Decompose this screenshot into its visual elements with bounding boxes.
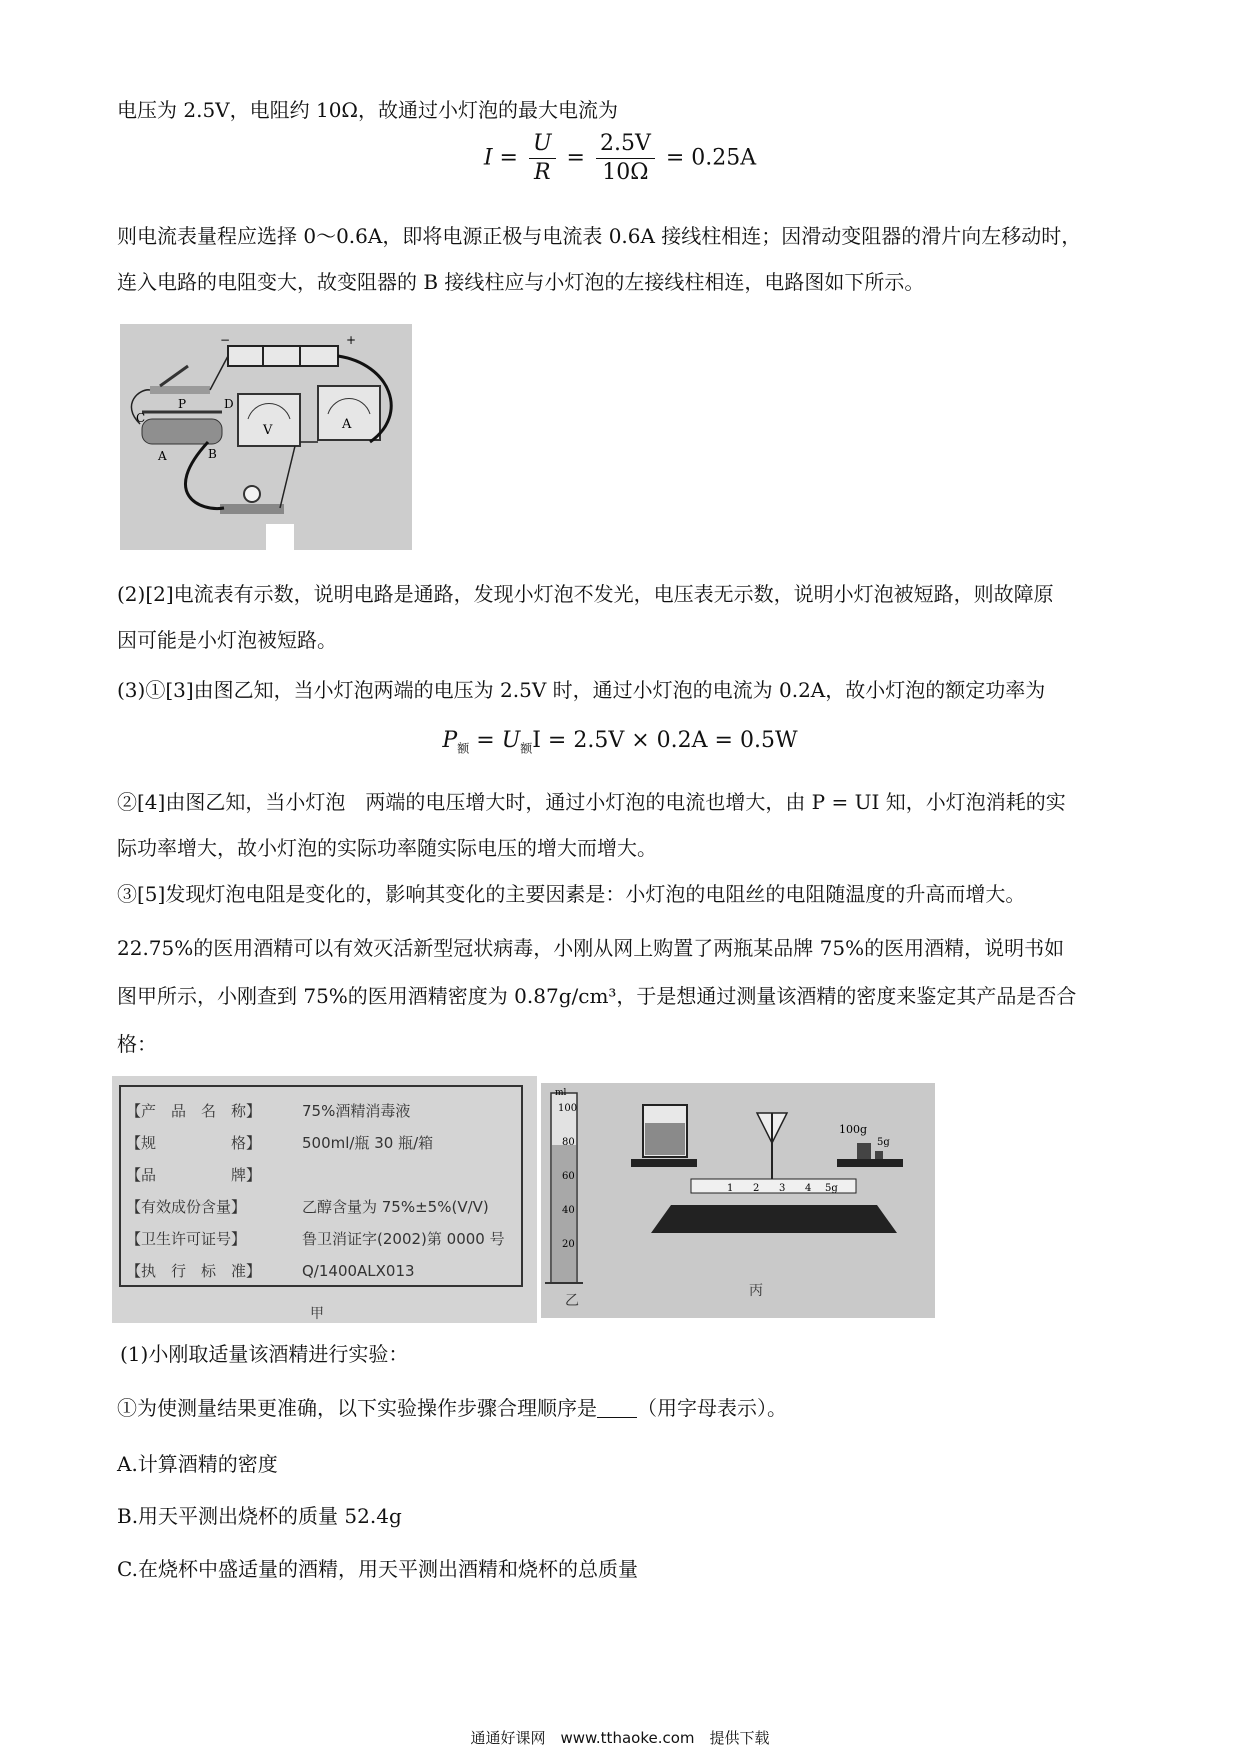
label-p: P xyxy=(178,397,187,411)
scale-mark: 1 xyxy=(727,1183,734,1194)
fraction xyxy=(529,130,556,187)
cylinder-tick: 40 xyxy=(562,1205,575,1216)
row-key: 【卫生许可证号】 xyxy=(126,1230,247,1248)
label-c: C xyxy=(136,411,146,425)
weight-label: 5g xyxy=(877,1137,890,1148)
label-ammeter: A xyxy=(342,417,352,432)
row-value: Q/1400ALX013 xyxy=(302,1262,415,1280)
row-key: 【品 牌】 xyxy=(126,1166,262,1184)
formula-var: U xyxy=(501,728,521,753)
label-d: D xyxy=(224,397,234,411)
text-line: 际功率增大，故小灯泡的实际功率随实际电压的增大而增大。 xyxy=(117,836,657,860)
text-line: 连入电路的电阻变大，故变阻器的 B 接线柱应与小灯泡的左接线柱相连，电路图如下所示。 xyxy=(117,270,925,294)
row-value: 鲁卫消证字(2002)第 0000 号 xyxy=(302,1230,505,1248)
row-value: 500ml/瓶 30 瓶/箱 xyxy=(302,1134,434,1152)
scale-mark: 4 xyxy=(805,1183,812,1194)
label-voltmeter: V xyxy=(263,423,273,438)
text-line: 22.75%的医用酒精可以有效灭活新型冠状病毒，小刚从网上购置了两瓶某品牌 75%的医用酒精，说明书如 xyxy=(117,936,1065,960)
text-line: (3)①[3]由图乙知，当小灯泡两端的电压为 2.5V 时，通过小灯泡的电流为 0.2A，故小灯泡的额定功率为 xyxy=(117,678,1046,702)
fraction xyxy=(596,130,655,187)
option-c: C.在烧杯中盛适量的酒精，用天平测出酒精和烧杯的总质量 xyxy=(117,1557,638,1581)
text-line: 电压为 2.5V，电阻约 10Ω，故通过小灯泡的最大电流为 xyxy=(117,98,618,122)
caption-yi: 乙 xyxy=(565,1293,579,1309)
label-minus: − xyxy=(220,333,231,347)
denominator: R xyxy=(533,160,551,185)
text-line: (2)[2]电流表有示数，说明电路是通路，发现小灯泡不发光，电压表无示数，说明小灯泡被短路，则故障原 xyxy=(117,582,1054,606)
formula-power: $P_额 = U_额I = 2.5V \times 0.2A = 0.5W$ xyxy=(442,728,798,756)
text-line: 格： xyxy=(117,1032,157,1056)
answer-blank[interactable] xyxy=(597,1397,637,1418)
formula-var: P xyxy=(442,728,458,753)
circuit-figure xyxy=(120,324,412,550)
text-line: ②[4]由图乙知，当小灯泡 两端的电压增大时，通过小灯泡的电流也增大，由 P = UI 知，小灯泡消耗的实 xyxy=(117,790,1066,814)
cylinder-unit: ml xyxy=(555,1088,567,1098)
row-key: 【执 行 标 准】 xyxy=(126,1262,262,1280)
row-key: 【有效成份含量】 xyxy=(126,1198,247,1216)
apparatus-diagram xyxy=(541,1083,935,1318)
caption-bing: 丙 xyxy=(749,1283,763,1299)
label-b: B xyxy=(208,447,217,461)
text-line: (1)小刚取适量该酒精进行实验： xyxy=(120,1342,409,1366)
row-key: 【规 格】 xyxy=(126,1134,262,1152)
circuit-diagram xyxy=(120,324,412,550)
row-value: 乙醇含量为 75%±5%(V/V) xyxy=(302,1198,489,1216)
cylinder-tick: 100 xyxy=(558,1103,578,1114)
option-a: A.计算酒精的密度 xyxy=(117,1452,278,1476)
label-a: A xyxy=(158,449,167,463)
caption-jia: 甲 xyxy=(310,1306,324,1322)
row-key: 【产 品 名 称】 xyxy=(126,1102,262,1120)
text-line: 图甲所示，小刚查到 75%的医用酒精密度为 0.87g/cm³，于是想通过测量该酒精的密度来鉴定其产品是否合 xyxy=(117,984,1077,1008)
text-line: ③[5]发现灯泡电阻是变化的，影响其变化的主要因素是：小灯泡的电阻丝的电阻随温度的升高而增大。 xyxy=(117,882,1026,906)
formula-rest: I = 2.5V × 0.2A = 0.5W xyxy=(532,728,798,753)
label-plus: + xyxy=(346,333,357,347)
cylinder-tick: 80 xyxy=(562,1137,575,1148)
text-line-with-blank xyxy=(117,1394,787,1422)
scale-mark: 3 xyxy=(779,1183,786,1194)
apparatus-figure xyxy=(541,1083,935,1318)
text-line: 因可能是小灯泡被短路。 xyxy=(117,628,337,652)
step-prefix: ①为使测量结果更准确，以下实验操作步骤合理顺序是 xyxy=(117,1396,597,1420)
option-b: B.用天平测出烧杯的质量 52.4g xyxy=(117,1504,402,1528)
scale-mark: 2 xyxy=(753,1183,760,1194)
formula-result: = 0.25A xyxy=(665,145,757,171)
formula-eq: = xyxy=(566,145,585,171)
row-value: 75%酒精消毒液 xyxy=(302,1102,411,1120)
cylinder-tick: 60 xyxy=(562,1171,575,1182)
page-footer: 通通好课网 www.tthaoke.com 提供下载 xyxy=(470,1729,770,1747)
cylinder-tick: 20 xyxy=(562,1239,575,1250)
label-figure xyxy=(112,1076,537,1323)
formula-current xyxy=(0,130,1240,187)
text-line: 则电流表量程应选择 0～0.6A，即将电源正极与电流表 0.6A 接线柱相连；因滑动变阻器的滑片向左移动时， xyxy=(117,224,1082,248)
numerator: U xyxy=(529,130,556,159)
subscript: 额 xyxy=(520,741,533,756)
subscript: 额 xyxy=(457,741,470,756)
formula-eq: = xyxy=(499,145,518,171)
weight-label: 100g xyxy=(839,1123,868,1136)
denominator: 10Ω xyxy=(602,160,649,185)
product-label xyxy=(112,1076,537,1323)
step-suffix: （用字母表示）。 xyxy=(637,1396,787,1420)
scale-mark: 5g xyxy=(825,1183,838,1194)
numerator: 2.5V xyxy=(596,130,655,159)
formula-var: I xyxy=(483,145,493,171)
